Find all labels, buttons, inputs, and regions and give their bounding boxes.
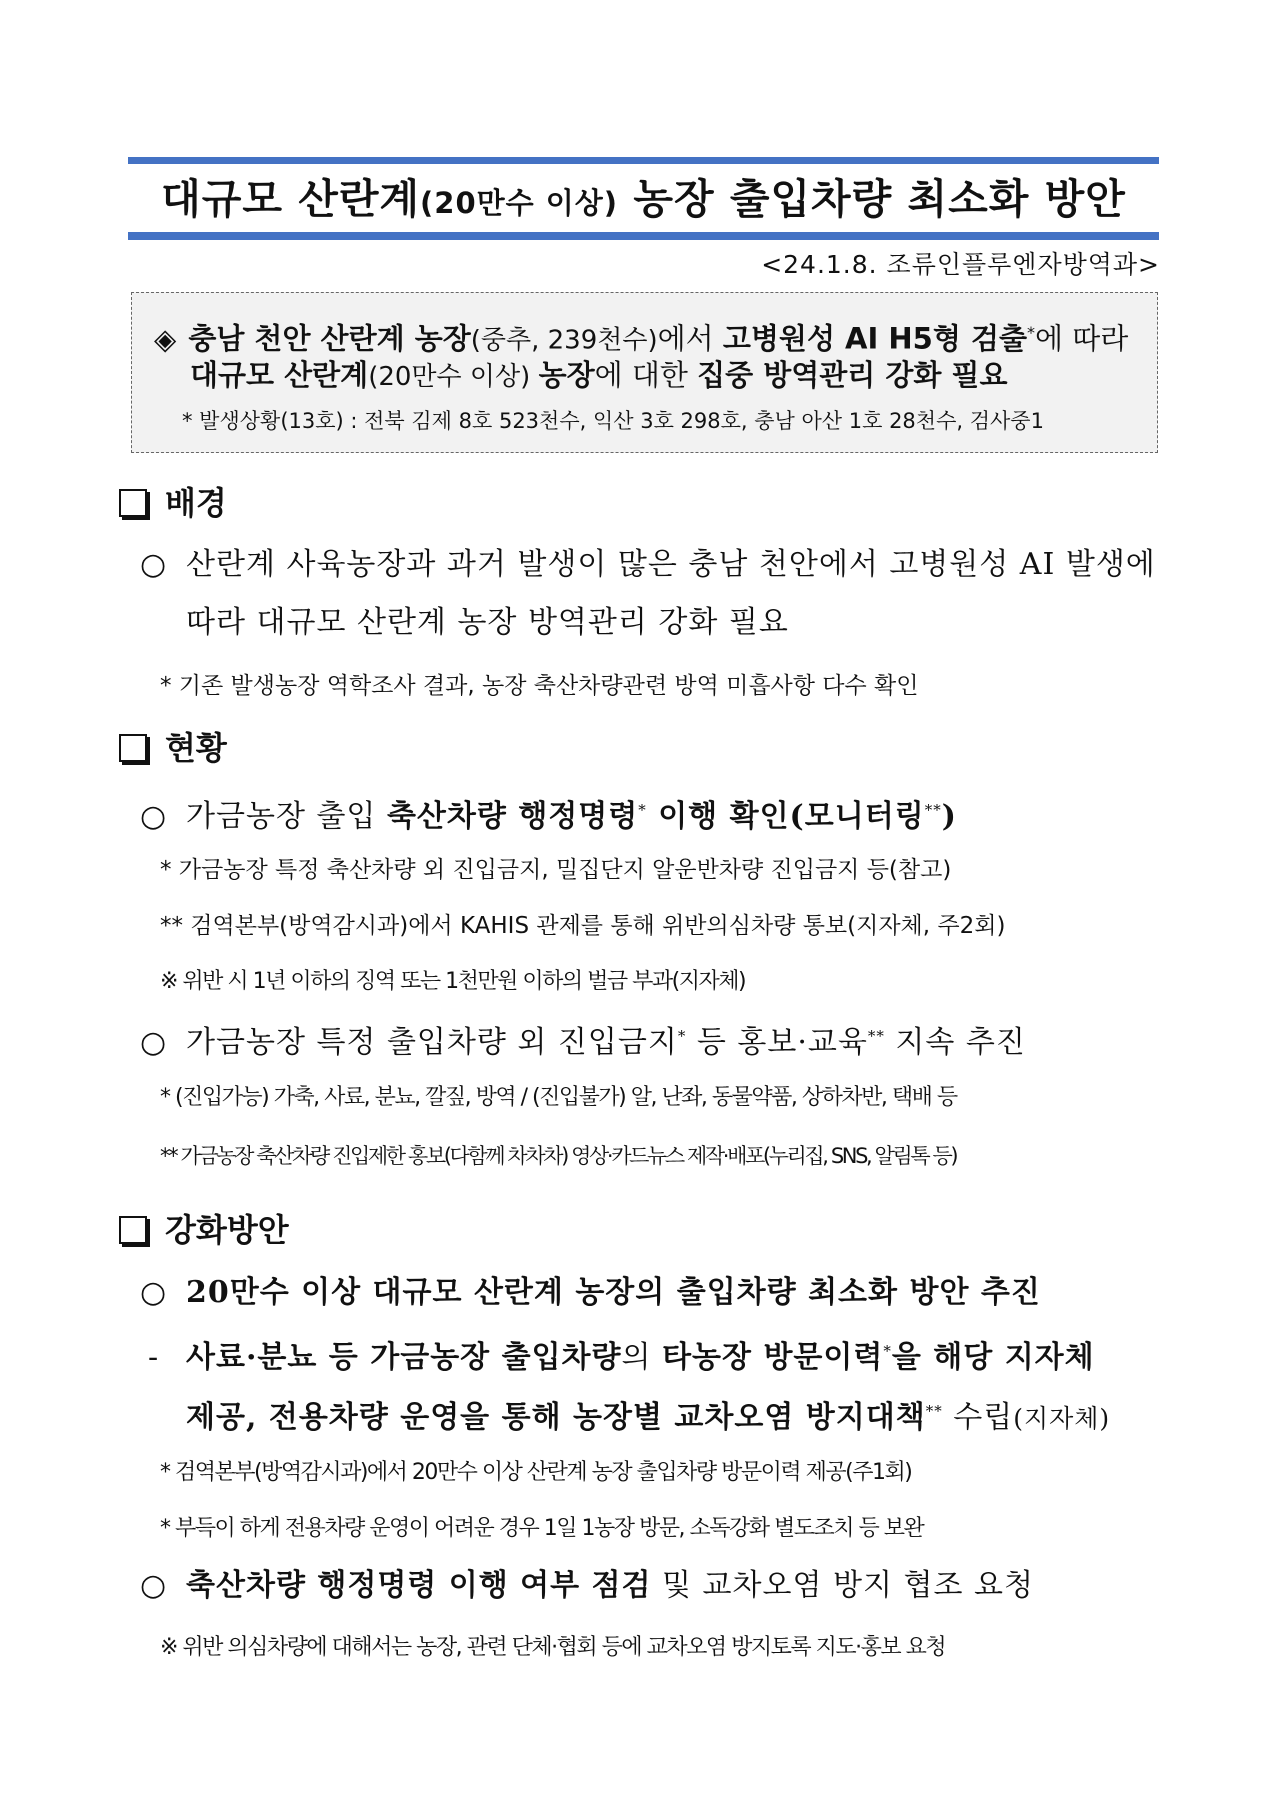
summary-reg-3: 에 따라 bbox=[1034, 321, 1129, 356]
dash-line2-text-1: 제공, 전용차량 운영을 통해 농장별 bbox=[186, 1400, 675, 1435]
section-title: 강화방안 bbox=[165, 1211, 289, 1249]
plan-note-3: ※ 위반 의심차량에 대해서는 농장, 관련 단체·협회 등에 교차오염 방지토록 지도·홍보 요청 bbox=[160, 1635, 946, 1660]
dash-text-1b: 의 bbox=[621, 1340, 663, 1375]
status-note-4: * (진입가능) 가축, 사료, 분뇨, 깔짚, 방역 / (진입불가) 알, 난좌, 동물약품, 상하차반, 택배 등 bbox=[160, 1085, 957, 1110]
title-part-1: 대규모 산란계 bbox=[161, 175, 421, 223]
title-bottom-rule bbox=[128, 232, 1159, 240]
dash-line2-small: (지자체) bbox=[1013, 1404, 1111, 1433]
title-part-small: (20만수 이상) bbox=[420, 186, 619, 220]
section-heading-status bbox=[119, 726, 227, 770]
circle-bullet-icon: ○ bbox=[140, 1025, 168, 1060]
section-title: 배경 bbox=[165, 484, 227, 522]
checkbox-icon bbox=[119, 1216, 147, 1244]
item-text: 20만수 이상 대규모 산란계 농장의 출입차량 최소화 방안 추진 bbox=[186, 1275, 1041, 1310]
summary-sup-1: * bbox=[1026, 323, 1035, 342]
item-text-bold: 축산차량 행정명령 이행 여부 점검 bbox=[186, 1568, 652, 1603]
section-title: 현황 bbox=[165, 729, 227, 767]
plan-item-2 bbox=[140, 1563, 1034, 1609]
plan-dash-item-cont bbox=[186, 1388, 1110, 1442]
checkbox-icon bbox=[119, 489, 147, 517]
plan-note-1: * 검역본부(방역감시과)에서 20만수 이상 산란계 농장 출입차량 방문이력 제공(주1회) bbox=[160, 1460, 912, 1485]
plan-item-1 bbox=[140, 1270, 1041, 1316]
circle-bullet-icon: ○ bbox=[140, 799, 168, 834]
circle-bullet-icon: ○ bbox=[140, 1275, 168, 1310]
title-part-2: 농장 출입차량 최소화 방안 bbox=[633, 175, 1126, 223]
source-date: <24.1.8. 조류인플루엔자방역과> bbox=[761, 250, 1160, 279]
item-text: 산란계 사육농장과 과거 발생이 많은 충남 천안에서 고병원성 AI 발생에 bbox=[186, 547, 1156, 582]
summary-reg-1: (중추, 239천수) bbox=[470, 325, 658, 356]
item-text-3: 지속 추진 bbox=[884, 1025, 1026, 1060]
dash-sup-2: ** bbox=[925, 1402, 943, 1420]
dash-line2-text-2: 수립 bbox=[942, 1400, 1014, 1435]
item-text-bold-2: 이행 확인(모니터링 bbox=[646, 799, 925, 834]
summary-line-2 bbox=[190, 355, 1008, 397]
status-note-1: * 가금농장 특정 축산차량 외 진입금지, 밀집단지 알운반차량 진입금지 등(참고) bbox=[160, 857, 952, 883]
status-note-5: ** 가금농장 축산차량 진입제한 홍보(다함께 차차차) 영상·카드뉴스 제작·배포(누리집, SNS, 알림톡 등) bbox=[160, 1144, 957, 1168]
item-sup-1: * bbox=[677, 1027, 687, 1045]
status-note-2: ** 검역본부(방역감시과)에서 KAHIS 관제를 통해 위반의심차량 통보(지자체, 주2회) bbox=[160, 913, 1006, 939]
item-sup-1: * bbox=[638, 801, 647, 819]
background-item-1 bbox=[140, 542, 1156, 588]
page-title bbox=[128, 172, 1159, 226]
dash-text-2: 을 해당 지자체 bbox=[891, 1340, 1095, 1375]
summary-bold-5: 집중 방역관리 강화 필요 bbox=[697, 358, 1008, 392]
circle-bullet-icon: ○ bbox=[140, 547, 168, 582]
summary-reg-2: 에서 bbox=[657, 321, 723, 356]
item-text-reg: 및 교차오염 방지 협조 요청 bbox=[651, 1568, 1034, 1603]
status-note-3: ※ 위반 시 1년 이하의 징역 또는 1천만원 이하의 벌금 부과(지자체) bbox=[160, 969, 746, 994]
summary-reg-4: (20만수 이상) bbox=[368, 362, 539, 392]
dash-bullet-icon: - bbox=[148, 1340, 160, 1375]
summary-note: * 발생상황(13호) : 전북 김제 8호 523천수, 익산 3호 298호, 충남 아산 1호 28천수, 검사중1 bbox=[182, 409, 1044, 433]
summary-bold-4: 농장 bbox=[538, 358, 595, 392]
summary-line-1 bbox=[154, 313, 1128, 361]
item-text-bold-1: 축산차량 행정명령 bbox=[386, 799, 639, 834]
dash-line2-bold: 교차오염 방지대책 bbox=[674, 1400, 926, 1435]
item-sup-2: ** bbox=[867, 1027, 885, 1045]
summary-bold-3: 대규모 산란계 bbox=[190, 358, 369, 392]
item-text-bold-3: ) bbox=[941, 799, 957, 834]
section-heading-background bbox=[119, 481, 227, 525]
dash-text-1: 사료·분뇨 등 가금농장 출입차량 bbox=[186, 1340, 622, 1375]
status-item-1 bbox=[140, 787, 957, 840]
item-text-reg: 가금농장 출입 bbox=[186, 799, 387, 834]
status-item-2 bbox=[140, 1013, 1026, 1066]
summary-box bbox=[131, 292, 1158, 453]
diamond-bullet-icon: ◈ bbox=[154, 321, 177, 356]
summary-reg-5: 에 대한 bbox=[594, 358, 698, 392]
background-note-1: * 기존 발생농장 역학조사 결과, 농장 축산차량관련 방역 미흡사항 다수 확인 bbox=[160, 673, 919, 699]
item-text-2: 등 홍보·교육 bbox=[686, 1025, 868, 1060]
summary-bold-2: 고병원성 AI H5형 검출 bbox=[722, 321, 1027, 356]
background-item-1-cont: 따라 대규모 산란계 농장 방역관리 강화 필요 bbox=[186, 605, 789, 640]
dash-text-bold-1: 타농장 방문이력 bbox=[662, 1340, 884, 1375]
item-sup-2: ** bbox=[924, 801, 942, 819]
plan-note-2: * 부득이 하게 전용차량 운영이 어려운 경우 1일 1농장 방문, 소독강화 별도조치 등 보완 bbox=[160, 1516, 924, 1541]
plan-dash-item bbox=[148, 1328, 1095, 1381]
checkbox-icon bbox=[119, 734, 147, 762]
dash-sup-1: * bbox=[883, 1342, 892, 1360]
section-heading-plan bbox=[119, 1208, 289, 1252]
item-text-1: 가금농장 특정 출입차량 외 진입금지 bbox=[186, 1025, 678, 1060]
title-top-rule bbox=[128, 157, 1159, 164]
summary-bold-1: 충남 천안 산란계 농장 bbox=[188, 321, 471, 356]
circle-bullet-icon: ○ bbox=[140, 1568, 168, 1603]
